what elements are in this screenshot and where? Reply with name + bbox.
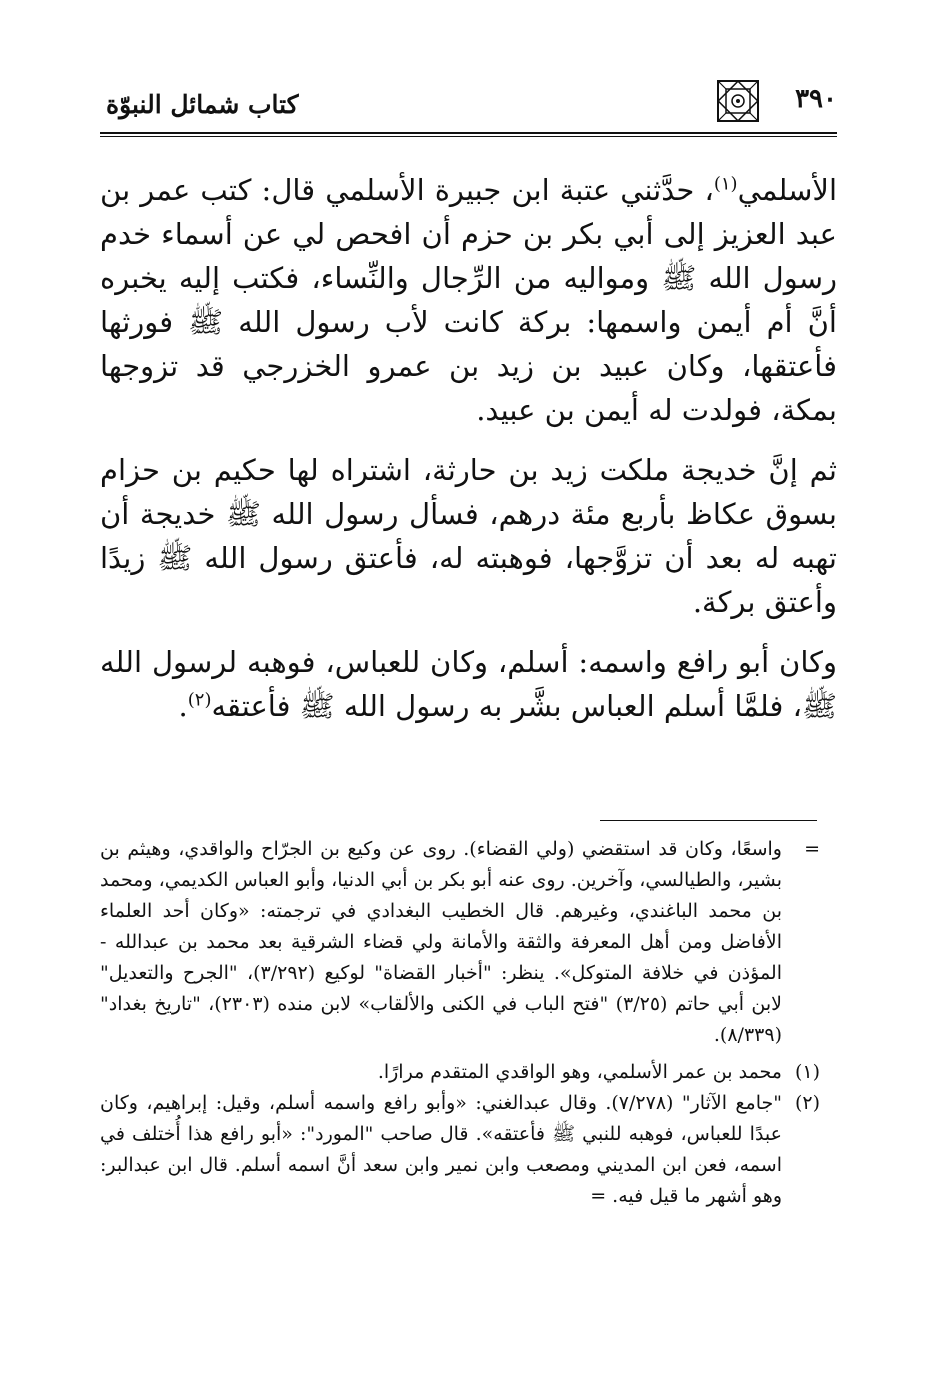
ornamental-frame-icon	[715, 78, 761, 124]
paragraph-3-start: وكان أبو رافع واسمه: أسلم، وكان للعباس، فوهبه لرسول الله ﷺ، فلمَّا أسلم العباس بشَّر به رسول الله ﷺ فأعتقه	[100, 645, 837, 723]
paragraph-1-rest: ، حدَّثني عتبة ابن جبيرة الأسلمي قال: كتب عمر بن عبد العزيز إلى أبي بكر بن حزم أن افحص لي عن أسماء خدم رسول الله ﷺ ومواليه من الرِّجال والنِّساء، فكتب إليه يخبره أنَّ أم أيمن واسمها: بركة كانت لأب رسول الله ﷺ فورثها فأعتقها، وكان عبيد بن زيد بن عمرو الخزرجي قد تزوجها بمكة، فولدت له أيمن بن عبيد.	[100, 173, 837, 427]
main-text	[100, 168, 837, 728]
paragraph-2: ثم إنَّ خديجة ملكت زيد بن حارثة، اشتراه لها حكيم بن حزام بسوق عكاظ بأربع مئة درهم، فسأل رسول الله ﷺ خديجة أن تهبه له بعد أن تزوَّجها، فوهبته له، فأعتق رسول الله ﷺ زيدًا وأعتق بركة.	[100, 453, 837, 619]
header-rule-thin	[100, 136, 837, 137]
paragraph-1-start: الأسلمي	[737, 173, 837, 207]
paragraph-1	[100, 168, 837, 432]
footnote-text: "جامع الآثار" (٧/٢٧٨). وقال عبدالغني: «وأبو رافع واسمه أسلم، وقيل: إبراهيم، وكان عبدًا للعباس، فوهبه للنبي ﷺ فأعتقه». قال صاحب "المورد": «أبو رافع هذا أُختلف في اسمه، فعن ابن المديني ومصعب وابن نمير وابن سعد أنَّ اسمه أسلم. قال ابن عبدالبر: وهو أشهر ما قيل فيه. =	[100, 1092, 782, 1207]
paragraph-3-end: .	[178, 689, 188, 723]
footnotes	[100, 834, 820, 1212]
page-number: ٣٩٠	[795, 84, 837, 114]
footnote-ref-1: (١)	[713, 173, 738, 195]
footnote-marker: =	[804, 838, 820, 860]
footnote-marker: (١)	[794, 1061, 820, 1083]
footnote-2	[100, 1088, 820, 1212]
footnote-text: واسعًا، وكان قد استقضي (ولي القضاء). روى عن وكيع بن الجرّاح والواقدي، وهيثم بن بشير، والطيالسي، وآخرين. روى عنه أبو بكر بن أبي الدنيا، وأبو العباس الكديمي، ومحمد بن محمد الباغندي، وغيرهم. قال الخطيب البغدادي في ترجمته: «وكان أحد العلماء الأفاضل ومن أهل المعرفة والثقة والأمانة ولي قضاء الشرقية بعد محمد بن عبدالله - المؤذن في خلافة المتوكل». ينظر: "أخبار القضاة" لوكيع (٣/٢٩٢)، "الجرح والتعديل" لابن أبي حاتم (٣/٢٥) "فتح الباب في الكنى والألقاب» لابن منده (٢٣٠٣)، "تاريخ بغداد" (٨/٣٣٩).	[100, 838, 782, 1046]
footnote-ref-2: (٢)	[187, 689, 212, 711]
footnote-marker: (٢)	[794, 1092, 820, 1114]
book-title: كتاب شمائل النبوّة	[106, 90, 299, 119]
footnote-separator	[600, 820, 817, 821]
header-rule	[100, 132, 837, 134]
footnote-continuation	[100, 834, 820, 1051]
page-header	[100, 72, 837, 132]
paragraph-3	[100, 640, 837, 728]
footnote-text: محمد بن عمر الأسلمي، وهو الواقدي المتقدم مرارًا.	[377, 1061, 782, 1083]
footnote-1	[100, 1057, 820, 1088]
